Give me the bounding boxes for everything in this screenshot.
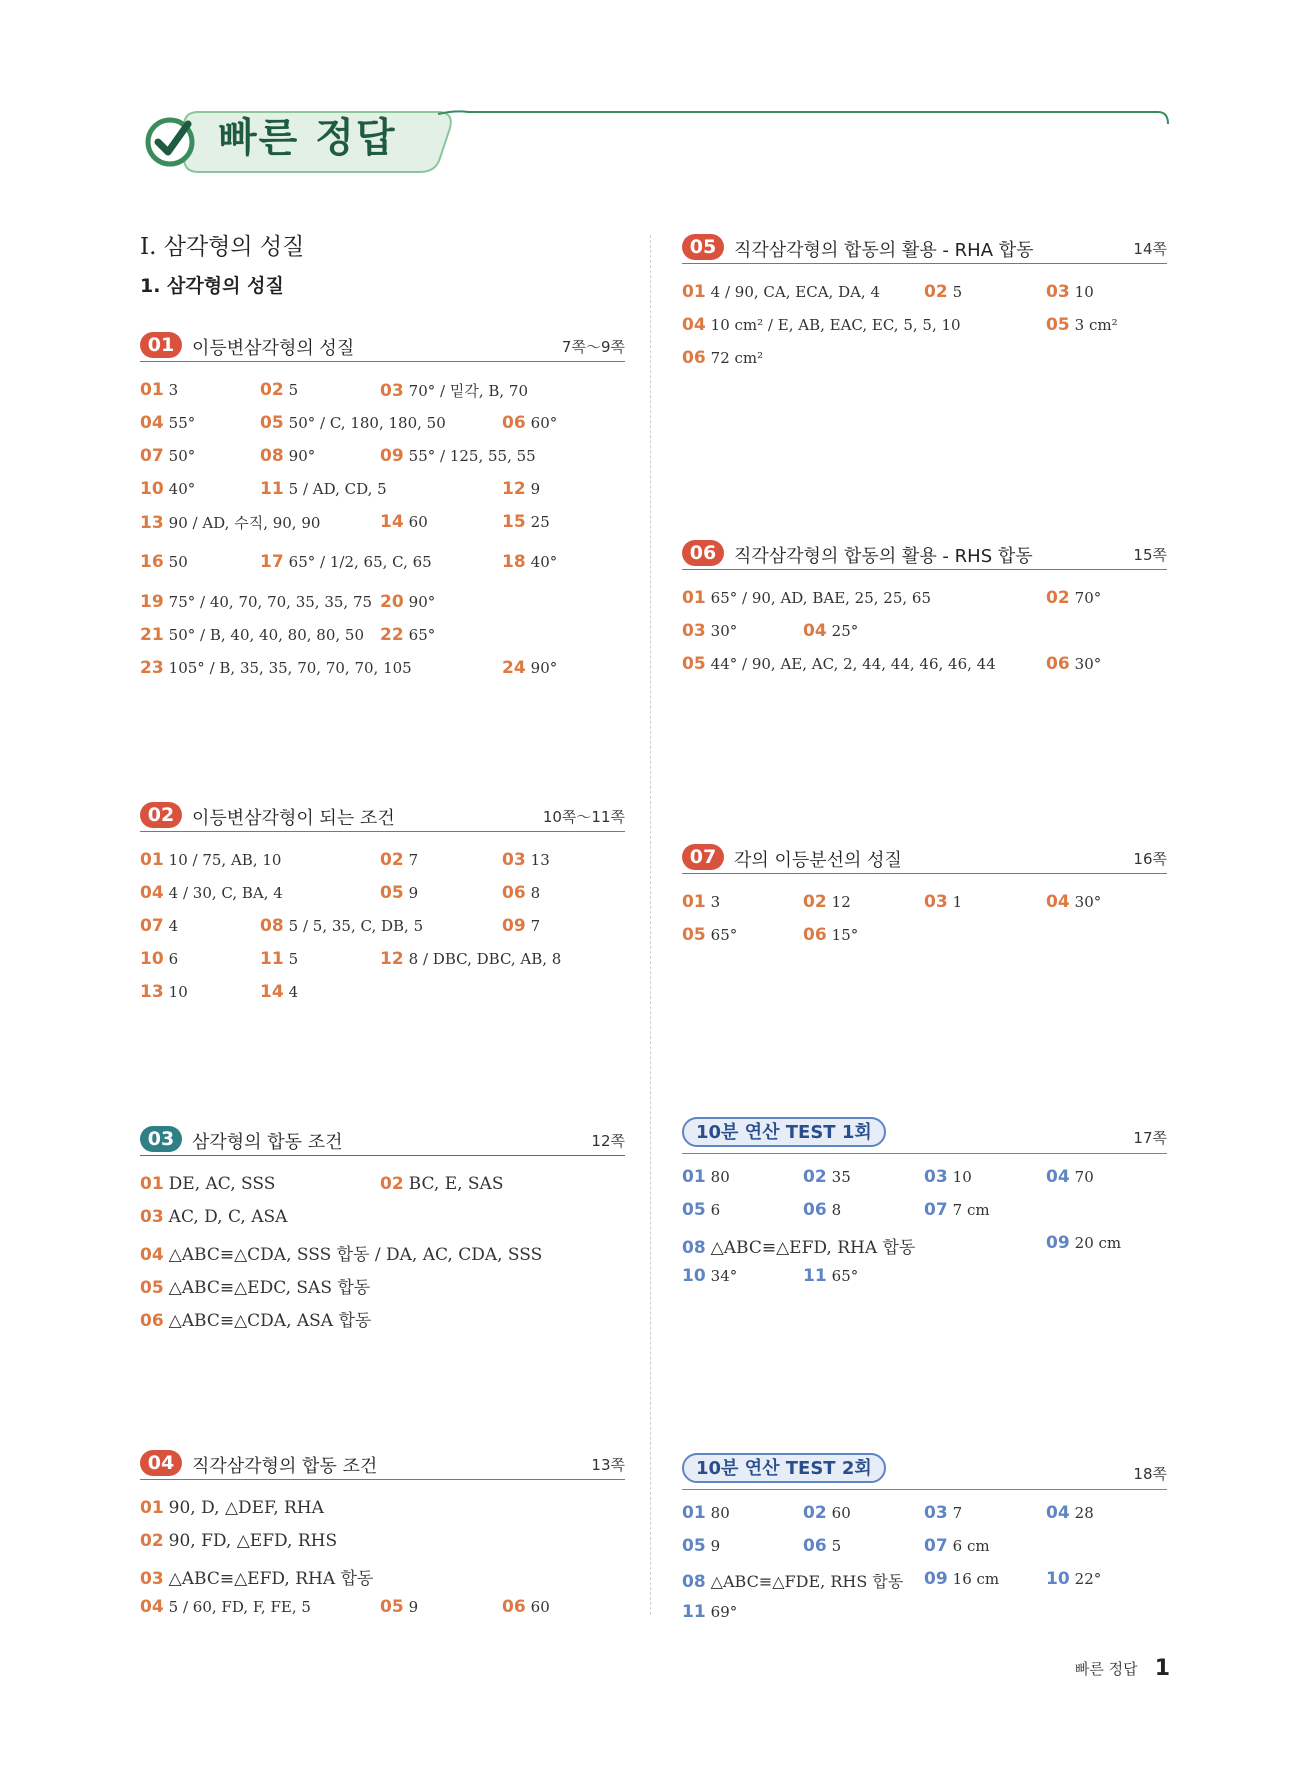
footer-label: 빠른 정답 [1074, 1660, 1138, 1678]
answer-item: 04 10 cm² / E, AB, EAC, EC, 5, 5, 10 [682, 315, 961, 335]
page-title: 빠른 정답 [218, 115, 397, 161]
answer-item: 04 5 / 60, FD, F, FE, 5 [140, 1597, 311, 1617]
test-2-section [682, 1453, 1167, 1622]
answer-item: 06 30° [1046, 654, 1102, 674]
answer-item: 05 50° / C, 180, 180, 50 [260, 413, 446, 433]
section-title: 이등변삼각형의 성질 [192, 338, 355, 359]
test-1-section [682, 1117, 1167, 1286]
section-number-badge: 03 [140, 1126, 182, 1152]
section-number-badge: 05 [682, 234, 724, 260]
test-badge: 10분 연산 TEST 1회 [682, 1117, 886, 1147]
section-number-badge: 06 [682, 540, 724, 566]
answer-item: 05 65° [682, 925, 738, 945]
section-title: 각의 이등분선의 성질 [734, 850, 902, 871]
answer-item: 19 75° / 40, 70, 70, 35, 35, 75 [140, 592, 373, 612]
answer-item: 13 90 / AD, 수직, 90, 90 [140, 513, 321, 533]
answer-item: 01 80 [682, 1503, 730, 1523]
answer-item: 09 16 cm [924, 1569, 1000, 1589]
answer-item: 03 10 [924, 1167, 972, 1187]
answer-item: 03 1 [924, 892, 963, 912]
answer-item: 02 70° [1046, 588, 1102, 608]
answer-item: 05 44° / 90, AE, AC, 2, 44, 44, 46, 46, 44 [682, 654, 996, 674]
section-06 [682, 538, 1167, 674]
section-rule [682, 873, 1167, 874]
answer-item: 24 90° [502, 658, 558, 678]
answer-item: 01 90, D, △DEF, RHA [140, 1498, 324, 1518]
section-pages: 17쪽 [1133, 1129, 1167, 1147]
answer-item: 06 8 [803, 1200, 842, 1220]
answer-item: 04 △ABC≡△CDA, SSS 합동 / DA, AC, CDA, SSS [140, 1245, 543, 1265]
answer-item: 03 AC, D, C, ASA [140, 1207, 288, 1227]
answer-item: 03 70° / 밑각, B, 70 [380, 381, 529, 401]
answer-item: 06 60° [502, 413, 558, 433]
section-pages: 16쪽 [1133, 850, 1167, 868]
answer-item: 21 50° / B, 40, 40, 80, 80, 50 [140, 625, 364, 645]
answer-item: 05 9 [380, 1597, 419, 1617]
section-number-badge: 04 [140, 1450, 182, 1476]
answer-item: 11 5 [260, 949, 299, 969]
answer-item: 22 65° [380, 625, 436, 645]
answer-item: 02 12 [803, 892, 851, 912]
answer-item: 06 15° [803, 925, 859, 945]
answer-item: 09 55° / 125, 55, 55 [380, 446, 536, 466]
answer-item: 05 △ABC≡△EDC, SAS 합동 [140, 1278, 371, 1298]
answer-item: 06 8 [502, 883, 541, 903]
section-pages: 7쪽～9쪽 [561, 338, 625, 356]
section-title: 직각삼각형의 합동 조건 [192, 1456, 378, 1477]
section-title: 이등변삼각형이 되는 조건 [192, 808, 395, 829]
answer-item: 07 4 [140, 916, 179, 936]
section-header [140, 1448, 625, 1480]
answer-item: 02 90, FD, △EFD, RHS [140, 1531, 338, 1551]
section-header [140, 1124, 625, 1156]
answer-item: 12 9 [502, 479, 541, 499]
answer-item: 01 80 [682, 1167, 730, 1187]
section-rule [140, 1155, 625, 1156]
answer-item: 03 30° [682, 621, 738, 641]
section-number-badge: 02 [140, 802, 182, 828]
section-rule [682, 569, 1167, 570]
answer-item: 02 60 [803, 1503, 851, 1523]
test-badge: 10분 연산 TEST 2회 [682, 1453, 886, 1483]
answer-item: 04 70 [1046, 1167, 1094, 1187]
answer-item: 11 5 / AD, CD, 5 [260, 479, 387, 499]
section-rule [682, 1489, 1167, 1490]
answer-item: 17 65° / 1/2, 65, C, 65 [260, 552, 432, 572]
section-rule [682, 263, 1167, 264]
section-pages: 15쪽 [1133, 546, 1167, 564]
answer-item: 03 7 [924, 1503, 963, 1523]
section-number-badge: 01 [140, 332, 182, 358]
section-header [682, 538, 1167, 570]
section-header [682, 842, 1167, 874]
answer-item: 06 5 [803, 1536, 842, 1556]
answer-item: 23 105° / B, 35, 35, 70, 70, 70, 105 [140, 658, 412, 678]
answer-item: 07 7 cm [924, 1200, 990, 1220]
answer-item: 01 65° / 90, AD, BAE, 25, 25, 65 [682, 588, 932, 608]
section-title: 직각삼각형의 합동의 활용 - RHA 합동 [734, 240, 1034, 261]
answer-item: 09 20 cm [1046, 1233, 1122, 1253]
answer-item: 06 72 cm² [682, 348, 764, 368]
answer-item: 10 6 [140, 949, 179, 969]
answer-item: 04 55° [140, 413, 196, 433]
answer-item: 11 69° [682, 1602, 738, 1622]
section-03 [140, 1124, 625, 1331]
part-title: Ⅰ. 삼각형의 성질 [140, 234, 305, 260]
answer-item: 04 4 / 30, C, BA, 4 [140, 883, 283, 903]
answer-item: 01 3 [682, 892, 721, 912]
answer-item: 06 △ABC≡△CDA, ASA 합동 [140, 1311, 372, 1331]
section-header [682, 1453, 1167, 1491]
section-01 [140, 330, 625, 678]
section-pages: 12쪽 [591, 1132, 625, 1150]
page-footer [1075, 1656, 1170, 1681]
section-04 [140, 1448, 625, 1617]
section-07 [682, 842, 1167, 945]
answer-item: 07 50° [140, 446, 196, 466]
section-header [682, 1117, 1167, 1155]
answer-item: 14 60 [380, 512, 428, 532]
answer-item: 16 50 [140, 552, 188, 572]
answer-item: 14 4 [260, 982, 299, 1002]
answer-item: 10 40° [140, 479, 196, 499]
section-02 [140, 800, 625, 1002]
answer-item: 03 10 [1046, 282, 1094, 302]
section-number-badge: 07 [682, 844, 724, 870]
answer-item: 01 4 / 90, CA, ECA, DA, 4 [682, 282, 881, 302]
answer-item: 11 65° [803, 1266, 859, 1286]
section-rule [140, 361, 625, 362]
answer-item: 12 8 / DBC, DBC, AB, 8 [380, 949, 562, 969]
answer-item: 05 6 [682, 1200, 721, 1220]
answer-item: 04 25° [803, 621, 859, 641]
answer-item: 08 5 / 5, 35, C, DB, 5 [260, 916, 424, 936]
section-pages: 13쪽 [591, 1456, 625, 1474]
section-title: 직각삼각형의 합동의 활용 - RHS 합동 [734, 546, 1033, 567]
answer-item: 02 35 [803, 1167, 851, 1187]
answer-item: 18 40° [502, 552, 558, 572]
column-divider [650, 235, 651, 1615]
section-rule [682, 1153, 1167, 1154]
section-header [140, 800, 625, 832]
answer-item: 06 60 [502, 1597, 550, 1617]
answer-item: 04 30° [1046, 892, 1102, 912]
section-rule [140, 1479, 625, 1480]
answer-item: 02 BC, E, SAS [380, 1174, 504, 1194]
answer-item: 08 △ABC≡△FDE, RHS 합동 [682, 1572, 904, 1592]
answer-item: 03 13 [502, 850, 550, 870]
section-pages: 14쪽 [1133, 240, 1167, 258]
answer-item: 03 △ABC≡△EFD, RHA 합동 [140, 1569, 374, 1589]
answer-item: 05 9 [380, 883, 419, 903]
answer-item: 04 28 [1046, 1503, 1094, 1523]
section-header [682, 232, 1167, 264]
answer-item: 20 90° [380, 592, 436, 612]
answer-item: 02 5 [924, 282, 963, 302]
answer-item: 01 3 [140, 380, 179, 400]
page-header [138, 100, 1178, 180]
section-05 [682, 232, 1167, 368]
answer-item: 02 5 [260, 380, 299, 400]
answer-item: 05 9 [682, 1536, 721, 1556]
answer-item: 13 10 [140, 982, 188, 1002]
answer-item: 07 6 cm [924, 1536, 990, 1556]
answer-item: 01 10 / 75, AB, 10 [140, 850, 282, 870]
answer-item: 08 90° [260, 446, 316, 466]
answer-item: 08 △ABC≡△EFD, RHA 합동 [682, 1238, 916, 1258]
answer-item: 10 22° [1046, 1569, 1102, 1589]
chapter-title: 1. 삼각형의 성질 [140, 275, 284, 297]
page-number: 1 [1154, 1656, 1170, 1681]
section-pages: 10쪽～11쪽 [542, 808, 625, 826]
answer-item: 05 3 cm² [1046, 315, 1118, 335]
answer-item: 10 34° [682, 1266, 738, 1286]
section-rule [140, 831, 625, 832]
answer-item: 15 25 [502, 512, 550, 532]
answer-item: 01 DE, AC, SSS [140, 1174, 276, 1194]
section-pages: 18쪽 [1133, 1465, 1167, 1483]
answer-item: 02 7 [380, 850, 419, 870]
answer-item: 09 7 [502, 916, 541, 936]
section-header [140, 330, 625, 362]
section-title: 삼각형의 합동 조건 [192, 1132, 343, 1153]
